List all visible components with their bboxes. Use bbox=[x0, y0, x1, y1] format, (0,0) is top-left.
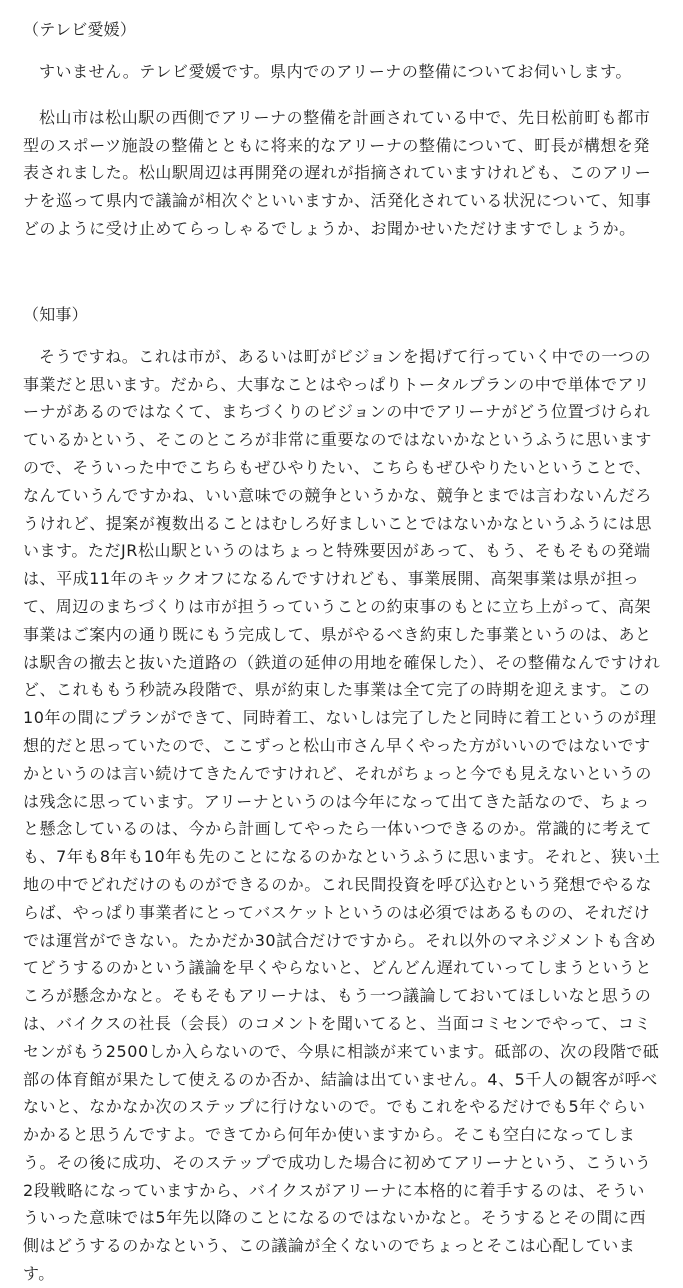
question-paragraph-2: 松山市は松山駅の西側でアリーナの整備を計画されている中で、先日松前町も都市型のスポーツ施設の整備とともに将来的なアリーナの整備について、町長が構想を発表されました。松山駅周辺は再開発の遅れが指摘されていますけれども、このアリーナを巡って県内で議論が相次ぐといいますか、活発化されている状況について、知事どのように受け止めてらっしゃるでしょうか、お聞かせいただけますでしょうか。 bbox=[23, 107, 652, 238]
speaker-label-tv-ehime: （テレビ愛媛） bbox=[23, 20, 137, 39]
question-paragraph-1: すいません。テレビ愛媛です。県内でのアリーナの整備についてお伺いします。 bbox=[39, 62, 632, 81]
speaker-label-governor: （知事） bbox=[23, 304, 88, 324]
answer-paragraph-1: そうですね。これは市が、あるいは町がビジョンを掲げて行っていく中での一つの事業だと思います。だから、大事なことはやっぱりトータルプランの中で単体でアリーナがあるのではなくて、まちづくりのビジョンの中でアリーナがどう位置づけられているかという、そこのところが非常に重要なのではないかなというふうに思いますので、そういった中でこちらもぜひやりたい、こちらもぜひやりたいということで、なんていうんですかね、いい意味での競争というかな、競争とまでは言わないんだろうけれど、提案が複数出ることはむしろ好ましいことではないかなというふうには思います。ただJR松山駅というのはちょっと特殊要因があって、もう、そもそもの発端は、平成11年のキックオフになるんですけれども、事業展開、高架事業は県が担って、周辺のまちづくりは市が担うっていうことの約束事のもとに立ち上がって、高架事業はご案内の通り既にもう完成して、県がやるべき約束した事業というのは、あとは駅舎の撤去と抜いた道路の（鉄道の延伸の用地を確保した）、その整備なんですけれど、これももう秒読み段階で、県が約束した事業は全て完了の時期を迎えます。この10年の間にプランができて、同時着工、ないしは完了したと同時に着工というのが理想的だと思っていたので、ここずっと松山市さん早くやった方がいいのではないですかというのは言い続けてきたんですけれど、それがちょっと今でも見えないというのは残念に思っています。アリーナというのは今年になって出てきた話なので、ちょっと懸念しているのは、今から計画してやったら一体いつできるのか。常識的に考えても、7年も8年も10年も先のことになるのかなというふうに思います。それと、狭い土地の中でどれだけのものができるのか。これ民間投資を呼び込むという発想でやるならば、やっぱり事業者にとってバスケットというのは必須ではあるものの、それだけでは運営ができない。たかだか30試合だけですから。それ以外のマネジメントも含めてどうするのかという議論を早くやらないと、どんどん遅れていってしまうというところが懸念かなと。そもそもアリーナは、もう一つ議論しておいてほしいなと思うのは、バイクスの社長（会長）のコメントを聞いてると、当面コミセンでやって、コミセンがもう2500しか入らないので、今県に相談が来ています。砥部の、次の段階で砥部の体育館が果たして使えるのか否か、結論は出ていません。4、5千人の観客が呼べないと、なかなか次のステップに行けないので。でもこれをやるだけでも5年ぐらいかかると思うんですよ。できてから何年か使いますから。そこも空白になってしまう。その後に成功、そのステップで成功した場合に初めてアリーナという、こういう2段戦略になっていますから、バイクスがアリーナに本格的に着手するのは、そういういった意味では5年先以降のことになるのではないかなと。そうするとその間に西側はどうするのかなという、この議論が全くないのでちょっとそこは心配しています。 bbox=[23, 346, 661, 1284]
